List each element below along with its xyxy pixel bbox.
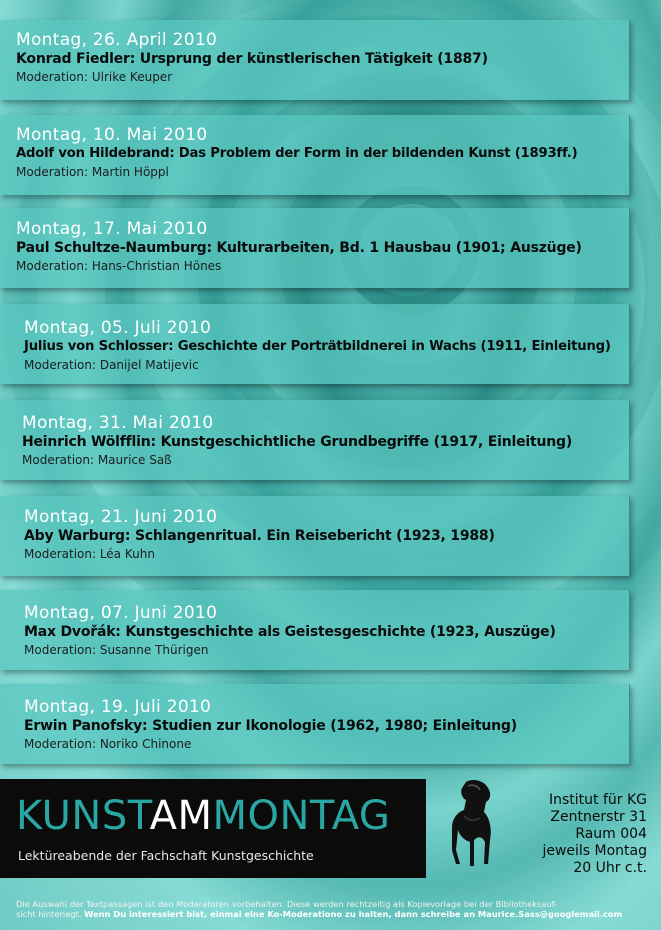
session-title: Heinrich Wölfflin: Kunstgeschichtliche Grundbegriffe (1917, Einleitung) (22, 434, 573, 450)
session-moderation: Moderation: Martin Höppl (16, 165, 169, 179)
session-moderation: Moderation: Noriko Chinone (24, 737, 192, 751)
venue-room: Raum 004 (575, 826, 647, 842)
session-date: Montag, 17. Mai 2010 (16, 219, 208, 239)
session-title: Adolf von Hildebrand: Das Problem der Form in der bildenden Kunst (1893ff.) (16, 146, 578, 161)
footer-note (16, 899, 656, 919)
venue-day: jeweils Montag (542, 843, 647, 859)
footer-contact: Wenn Du interessiert bist, einmal eine Ko-Moderationo zu halten, dann schreibe an Maurice.Sass@googlemail.com (84, 909, 623, 919)
brand-part-montag: MONTAG (212, 793, 391, 839)
session-title: Max Dvořák: Kunstgeschichte als Geistesgeschichte (1923, Auszüge) (24, 624, 556, 640)
brand-logo (16, 793, 390, 839)
footer-text-1: Die Auswahl der Textpassagen ist den Moderatoren vorbehalten. Diese werden rechtzeitig als Kopievorlage bei der Bibliotheksauf- (16, 899, 558, 909)
session-date: Montag, 07. Juni 2010 (24, 603, 218, 623)
session-date: Montag, 31. Mai 2010 (22, 413, 214, 433)
session-title: Konrad Fiedler: Ursprung der künstlerischen Tätigkeit (1887) (16, 51, 488, 67)
brand-part-am: AM (149, 793, 213, 839)
session-moderation: Moderation: Maurice Saß (22, 453, 172, 467)
session-title: Aby Warburg: Schlangenritual. Ein Reisebericht (1923, 1988) (24, 528, 495, 544)
venue-street: Zentnerstr 31 (550, 809, 647, 825)
venue-institute: Institut für KG (548, 792, 647, 808)
session-title: Paul Schultze-Naumburg: Kulturarbeiten, Bd. 1 Hausbau (1901; Auszüge) (16, 240, 582, 256)
session-date: Montag, 19. Juli 2010 (24, 697, 212, 717)
session-date: Montag, 05. Juli 2010 (24, 318, 212, 338)
session-date: Montag, 26. April 2010 (16, 30, 218, 50)
session-title: Erwin Panofsky: Studien zur Ikonologie (1962, 1980; Einleitung) (24, 718, 517, 734)
session-moderation: Moderation: Ulrike Keuper (16, 70, 173, 84)
session-date: Montag, 10. Mai 2010 (16, 125, 208, 145)
session-moderation: Moderation: Danijel Matijevic (24, 358, 199, 372)
venue-time: 20 Uhr c.t. (573, 860, 647, 876)
session-moderation: Moderation: Susanne Thürigen (24, 643, 209, 657)
brand-banner (0, 779, 426, 878)
session-date: Montag, 21. Juni 2010 (24, 507, 218, 527)
brand-subtitle: Lektüreabende der Fachschaft Kunstgeschichte (18, 848, 314, 863)
brand-part-kunst: KUNST (16, 793, 150, 839)
session-moderation: Moderation: Léa Kuhn (24, 547, 155, 561)
footer-text-2: sicht hinterlegt. (16, 909, 82, 919)
session-title: Julius von Schlosser: Geschichte der Porträtbildnerei in Wachs (1911, Einleitung) (24, 339, 611, 354)
venue-info (542, 792, 647, 877)
horse-statue-icon (444, 778, 500, 870)
session-moderation: Moderation: Hans-Christian Hönes (16, 259, 222, 273)
